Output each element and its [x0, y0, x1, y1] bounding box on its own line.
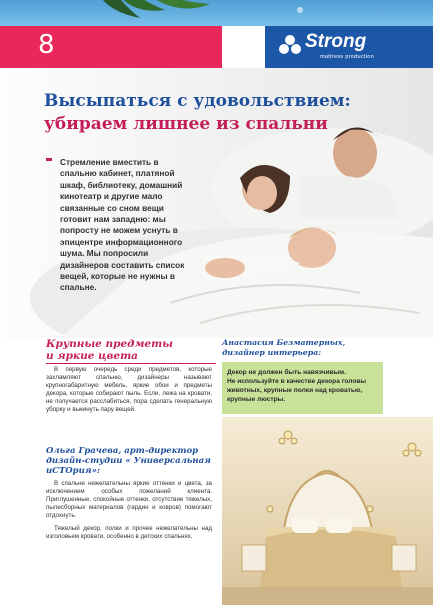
quote-author-line2: дизайнер интерьера: [222, 347, 322, 357]
quote-author [222, 338, 392, 357]
section2-author-line3: иСТОрия»: [46, 466, 101, 476]
article-intro: Стремление вместить в спальню кабинет, платяной шкаф, библиотеку, домашний кинотеатр и другие мало связанные со сном вещи готовит нам западню: мы попросту не можем уснуть в эпицентре информационного шума. Мы попросили дизайнеров составить список вещей, которые не нужны в спальне. [60, 157, 185, 293]
page-number-band [0, 26, 222, 68]
classic-bedroom-illustration [222, 417, 433, 605]
section1-divider [46, 363, 216, 364]
brand-tagline: mattress production [320, 54, 374, 60]
section1-title [46, 338, 216, 362]
section1-text: В первую очередь среди предметов, которые захламляют спальню, дизайнеры называют крупногабаритную мебель, яркие обои и предметы декора, которые собирают пыль. Если, лежа на кровати, не получается расслабиться, пора сделать генеральную уборку и выкинуть пару вещей. [46, 366, 212, 414]
quote-text-line2: Не используйте в качестве декора головы животных, крупные полки над кроватью, крупные люстры. [227, 378, 367, 403]
section2-text-paragraph2: Тяжелый декор, полки и прочее нежелательны над изголовьем кровати, особенно в детских спальнях. [46, 525, 212, 541]
quote-text [227, 368, 381, 404]
section2-author-line2: дизайн-студии « Универсальная [46, 456, 211, 466]
article-title-line1: Высыпаться с удовольствием: [44, 91, 351, 111]
section2-author-line1: Ольга Грачева, арт-директор [46, 446, 199, 456]
page-number: 8 [38, 30, 56, 60]
section1-title-line2: и яркие цвета [46, 350, 138, 362]
article-title [44, 90, 374, 136]
palm-leaves-decor [0, 0, 433, 26]
brand-name: Strong [305, 31, 367, 52]
article-title-line2: убираем лишнее из спальни [44, 114, 328, 134]
section1-title-line1: Крупные предметы [46, 338, 173, 350]
top-banner-sky [0, 0, 433, 26]
quote-text-line1: Декор не должен быть навязчивым. [227, 369, 346, 376]
intro-accent-bar [46, 158, 52, 161]
section2-text-paragraph1: В спальне нежелательны яркие оттенки и цвета, за исключением особых пожеланий клиента. Приглушенные, спокойные оттенки, отсутствие тяжелых, пылесборных материалов (гардин и ковров) помогают отдохнуть. [46, 480, 212, 520]
section2-author [46, 446, 216, 476]
quote-author-line1: Анастасия Безматерных, [222, 338, 346, 347]
bedroom-photo [222, 417, 433, 605]
brand-logo-icon [279, 34, 301, 56]
